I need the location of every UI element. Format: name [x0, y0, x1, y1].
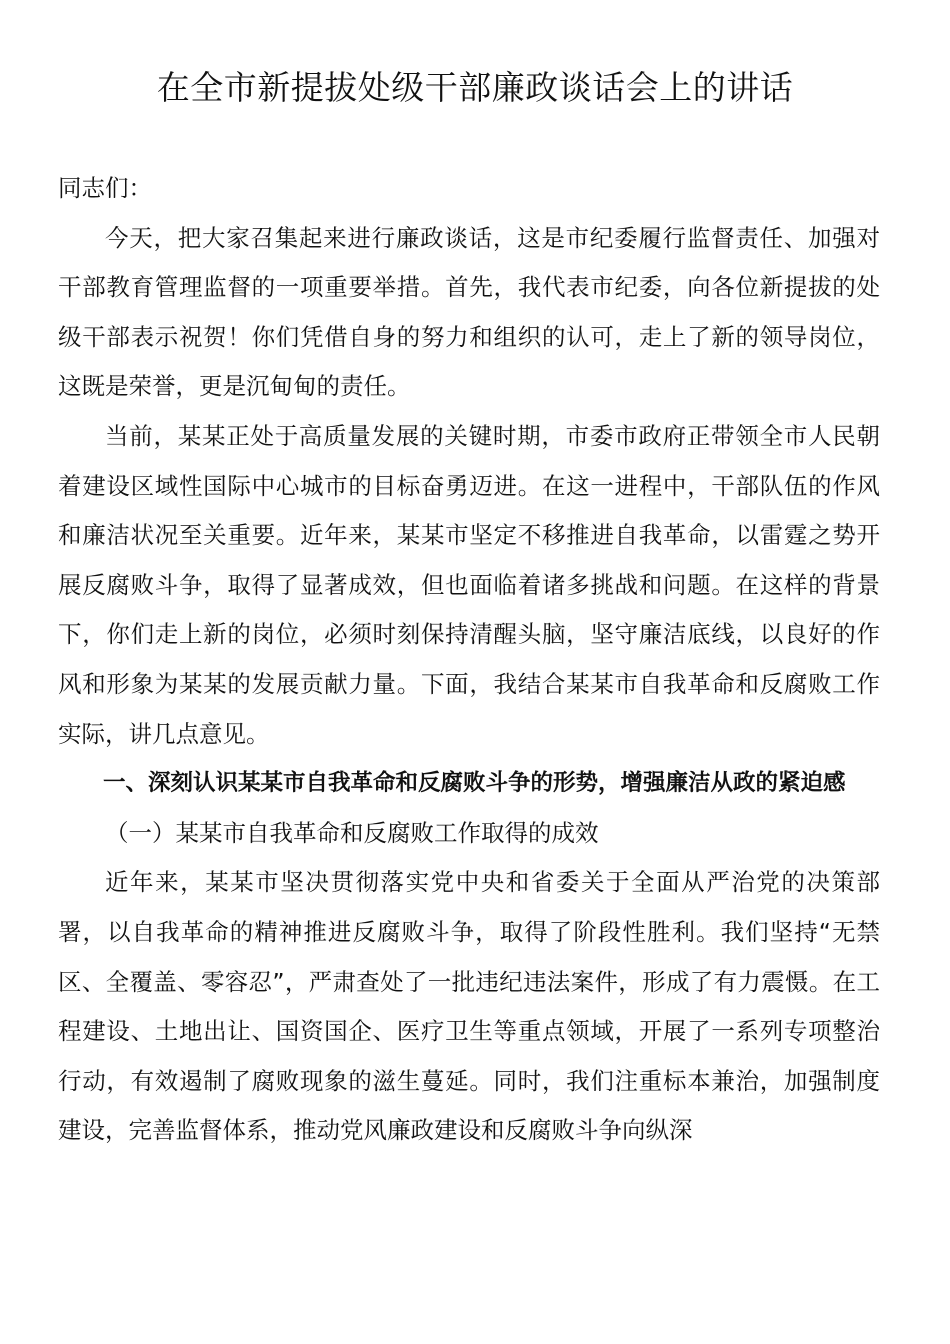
paragraph-context: 当前，某某正处于高质量发展的关键时期，市委市政府正带领全市人民朝着建设区域性国际中心城市的目标奋勇迈进。在这一进程中，干部队伍的作风和廉洁状况至关重要。近年来，某某市坚定不移推进自我革命，以雷霆之势开展反腐败斗争，取得了显著成效，但也面临着诸多挑战和问题。在这样的背景下，你们走上新的岗位，必须时刻保持清醒头脑，坚守廉洁底线，以良好的作风和形象为某某的发展贡献力量。下面，我结合某某市自我革命和反腐败工作实际，讲几点意见。 — [58, 421, 880, 748]
document-body — [58, 164, 880, 1156]
salutation: 同志们： — [58, 174, 152, 202]
subsection-heading-1: （一）某某市自我革命和反腐败工作取得的成效 — [105, 818, 599, 847]
paragraph-achievements: 近年来，某某市坚决贯彻落实党中央和省委关于全面从严治党的决策部署，以自我革命的精神推进反腐败斗争，取得了阶段性胜利。我们坚持“无禁区、全覆盖、零容忍”，严肃查处了一批违纪违法案件，形成了有力震慑。在工程建设、土地出让、国资国企、医疗卫生等重点领域，开展了一系列专项整治行动，有效遏制了腐败现象的滋生蔓延。同时，我们注重标本兼治，加强制度建设，完善监督体系，推动党风廉政建设和反腐败斗争向纵深 — [58, 868, 880, 1145]
document-title: 在全市新提拔处级干部廉政谈话会上的讲话 — [156, 68, 794, 107]
paragraph-opening: 今天，把大家召集起来进行廉政谈话，这是市纪委履行监督责任、加强对干部教育管理监督的一项重要举措。首先，我代表市纪委，向各位新提拔的处级干部表示祝贺！你们凭借自身的努力和组织的认可，走上了新的领导岗位，这既是荣誉，更是沉甸甸的责任。 — [58, 223, 880, 401]
section-heading-1: 一、深刻认识某某市自我革命和反腐败斗争的形势，增强廉洁从政的紧迫感 — [103, 770, 846, 797]
